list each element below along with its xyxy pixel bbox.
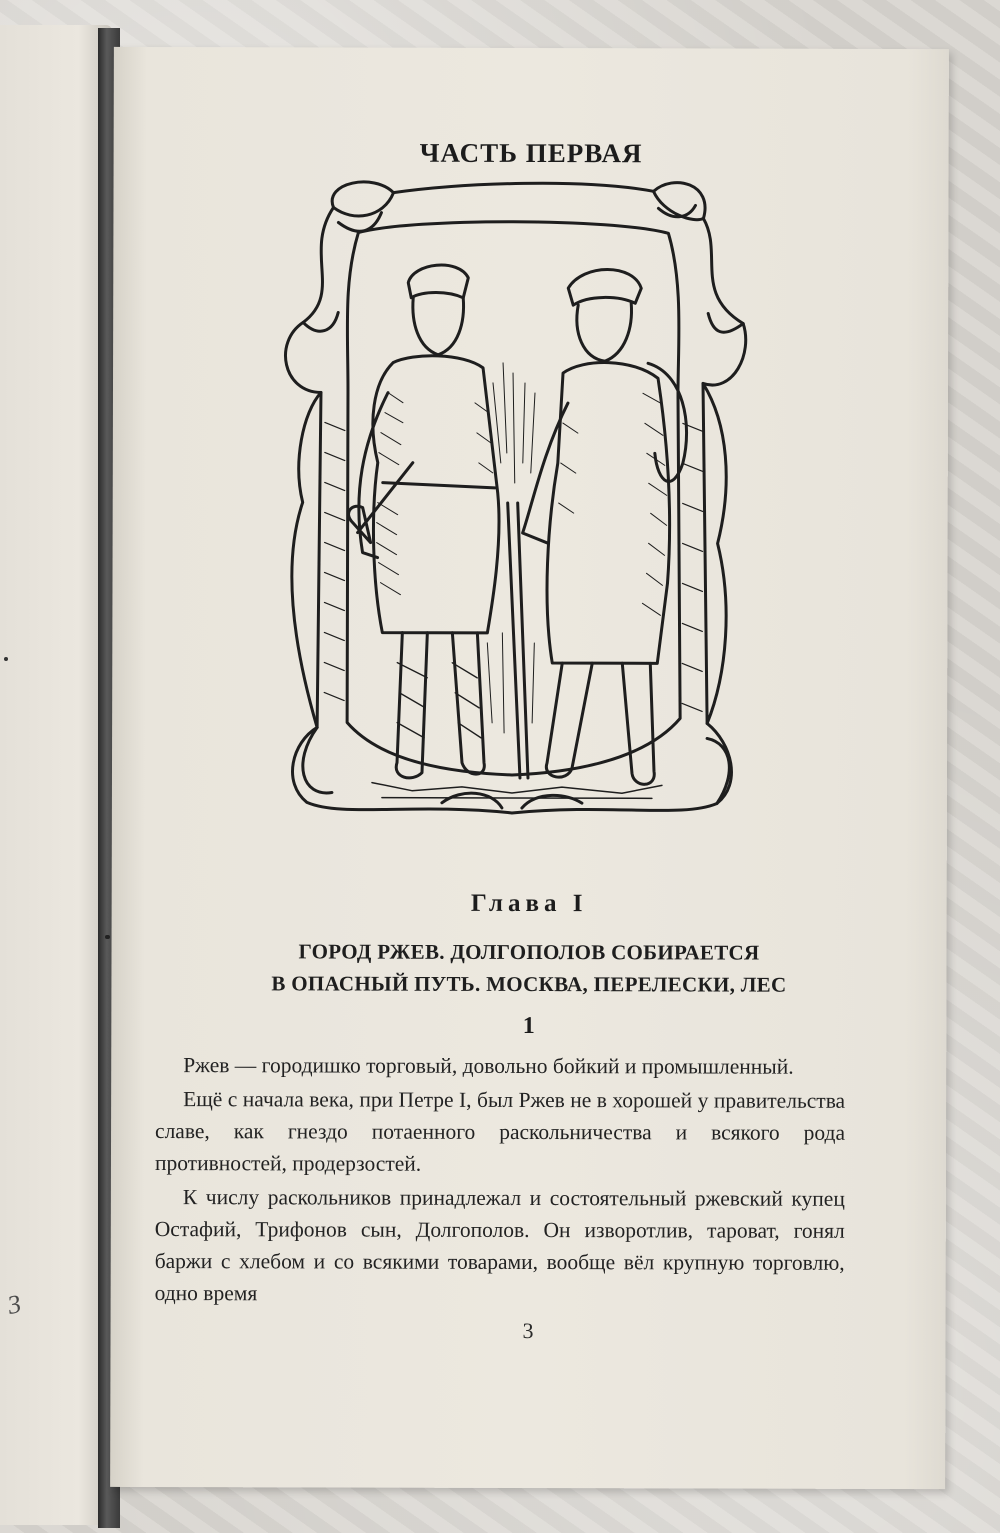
right-figure-legs (546, 663, 654, 784)
chapter-label: Глава I (470, 889, 588, 918)
section-number: 1 (522, 1012, 535, 1040)
paragraph: К числу раскольников принадлежал и состоятельный ржевский купец Остафий, Трифонов сын, Долгополов. Он изворотлив, тароват, гонял баржи с хлебом и со всякими товарами, вообще вёл крупную торговлю, одно время (154, 1185, 845, 1306)
walking-staff (507, 503, 529, 778)
scroll-curl-right (702, 313, 743, 723)
right-figure-hat (568, 269, 641, 305)
chapter-subtitle-line: ГОРОД РЖЕВ. ДОЛГОПОЛОВ СОБИРАЕТСЯ (298, 939, 760, 965)
left-figure-head (413, 298, 464, 355)
left-figure-belt (383, 483, 495, 488)
left-figure-coat (372, 356, 499, 633)
ground-hatching (372, 783, 662, 799)
paragraph: Ещё с начала века, при Петре I, был Ржев не в хорошей у правительства славе, как гнездо потаенного раскольничества и всякого рода противностей, продерзостей. (154, 1087, 846, 1176)
engraving-illustration (262, 162, 764, 873)
right-figure-head (577, 303, 632, 361)
scroll-curl-top-left (333, 192, 393, 231)
stray-ink-mark (105, 935, 110, 939)
left-figure-hat (408, 265, 468, 298)
book-page (110, 47, 949, 1489)
part-title: ЧАСТЬ ПЕРВАЯ (419, 137, 643, 169)
page-number: 3 (522, 1317, 534, 1344)
body-text (155, 1049, 846, 1313)
handwritten-page-mark: 3 (5, 1288, 24, 1321)
left-figure-legs (396, 633, 484, 778)
scroll-curl-top-right (653, 191, 703, 219)
paragraph: Ржев — городишко торговый, довольно бойкий и промышленный. (183, 1053, 794, 1079)
chapter-subtitle-line: В ОПАСНЫЙ ПУТЬ. МОСКВА, ПЕРЕЛЕСКИ, ЛЕС (271, 971, 787, 997)
ink-speck (4, 657, 8, 661)
left-figure-leg-wraps (397, 663, 481, 738)
chapter-subtitle (111, 935, 946, 1001)
